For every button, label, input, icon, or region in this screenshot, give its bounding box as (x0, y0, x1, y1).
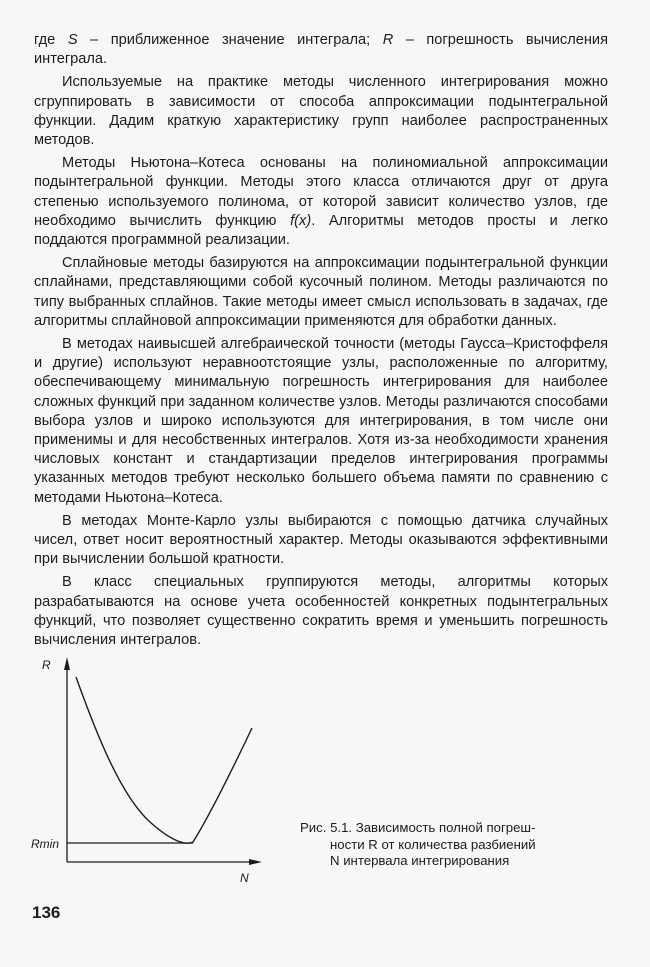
y-axis-arrow (64, 657, 70, 670)
formula-fx: f(x) (290, 212, 312, 229)
paragraph-3 (34, 154, 608, 250)
paragraph-5: В методах наивысшей алгебраической точности (методы Гаусса–Кристоффеля и другие) используют неравноотстоящие узлы, расположенные по алгоритму, обеспечивающему минимальную погрешность интегрирования для наиболее сложных функций при заданном количестве узлов. Методы различаются способами выбора узлов и широко используются для интегрирования, в том числе они применимы и для несобственных интегралов. Хотя из-за необходимости хранения числовых констант и стандартизации пределов интегрирования программы указанных методов требуют несколько большего объема памяти по сравнению с методами Ньютона–Котеса. (34, 336, 608, 506)
caption-line-1: Рис. 5.1. Зависимость полной погреш- (300, 820, 536, 835)
symbol-s: S (67, 32, 78, 48)
caption-line-2: ности R от количества разбиений (330, 836, 536, 852)
paragraph-6: В методах Монте-Карло узлы выбираются с помощью датчика случайных чисел, ответ носит вероятностный характер. Методы оказываются эффективными при вычислении большой кратности. (34, 512, 608, 568)
paragraph-4: Сплайновые методы базируются на аппроксимации подынтегральной функции сплайнами, представляющими собой кусочный полином. Методы различаются по типу выбранных сплайнов. Такие методы имеет смысл использовать в задачах, где алгоритмы сплайновой аппроксимации применяются для обработки данных. (34, 255, 608, 329)
paragraph-2: Используемые на практике методы численного интегрирования можно сгруппировать в зависимости от способа аппроксимации подынтегральной функции. Дадим краткую характеристику групп наиболее распространенных методов. (34, 74, 608, 149)
figure-caption (300, 820, 570, 870)
p1-text-b: – приближенное значение интеграла; (77, 32, 383, 48)
p3-text-b: . Алгоритмы методов просты и легко поддаются программной реализации. (34, 212, 608, 249)
symbol-r: R (382, 32, 394, 48)
p3-text-a: Методы Ньютона–Котеса основаны на полиномиальной аппроксимации подынтегральной функции. Методы этого класса отличаются друг от друга степенью используемого полинома, от которой зависит количество узлов, где необходимо вычислить функцию (34, 155, 608, 229)
paragraph-1 (34, 31, 608, 69)
caption-line-3: N интервала интегрирования (330, 853, 510, 868)
paragraph-7: В класс специальных группируются методы, алгоритмы которых разрабатываются на основе учета особенностей конкретных подынтегральных функций, что позволяет существенно сократить время и уменьшить погрешность вычисления интегралов. (34, 574, 608, 649)
x-axis-label: N (240, 871, 249, 885)
page-number: 136 (32, 903, 61, 922)
p1-text-c: – погрешность вычисления интеграла. (34, 32, 608, 68)
p1-text-a: где (34, 32, 68, 48)
rmin-label: Rmin (31, 837, 60, 851)
y-axis-label: R (42, 658, 51, 672)
error-curve (76, 677, 252, 843)
x-axis-arrow (249, 859, 262, 865)
body-text (34, 31, 608, 654)
